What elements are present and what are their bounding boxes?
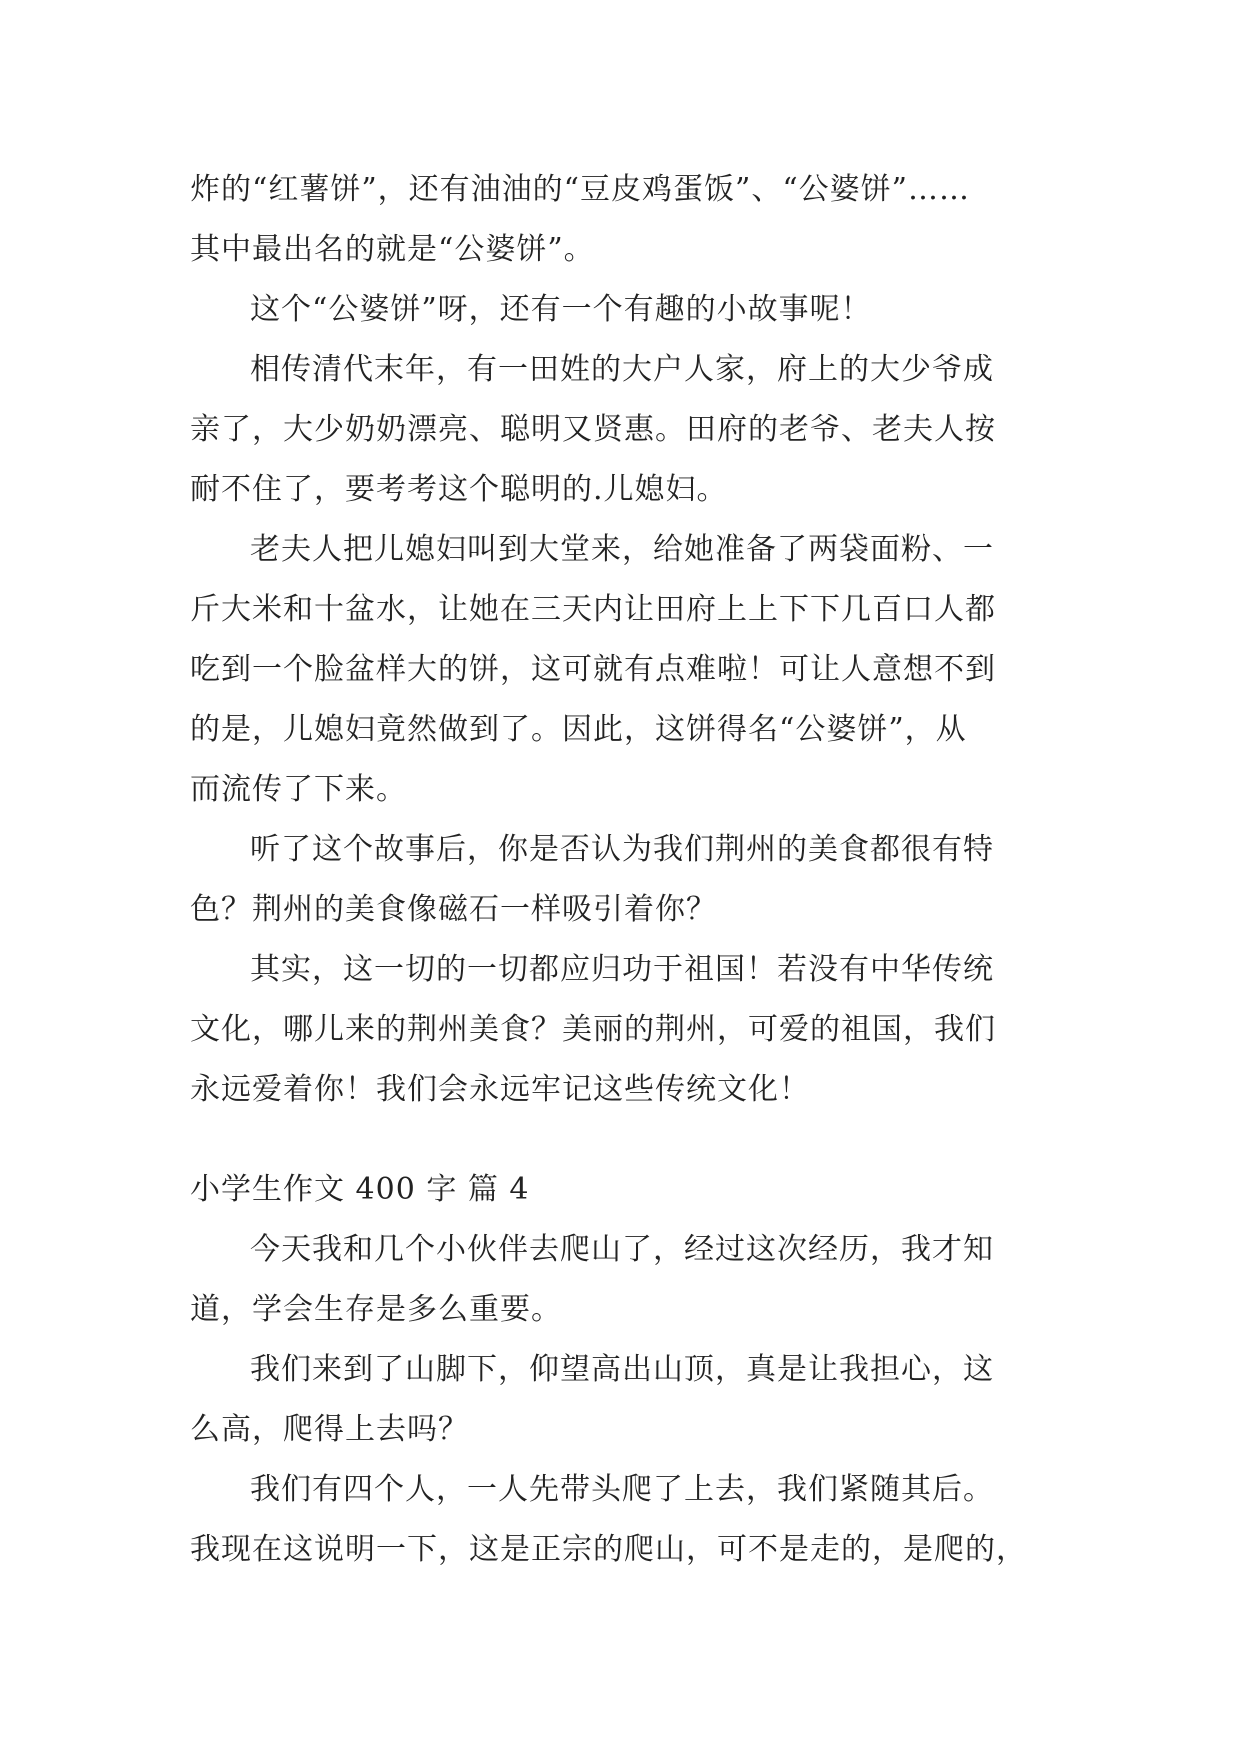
paragraph	[190, 520, 1060, 820]
section-gap	[190, 1120, 1060, 1160]
paragraph	[190, 1340, 1060, 1460]
text-line: 其中最出名的就是“公婆饼”。	[190, 232, 595, 267]
text-line: 永远爱着你！我们会永远牢记这些传统文化！	[190, 1072, 810, 1107]
text-line: 这个“公婆饼”呀，还有一个有趣的小故事呢！	[250, 292, 872, 327]
text-line: 而流传了下来。	[190, 772, 407, 807]
text-line: 老夫人把儿媳妇叫到大堂来，给她准备了两袋面粉、一	[250, 532, 994, 567]
text-line: 我们有四个人，一人先带头爬了上去，我们紧随其后。	[250, 1472, 994, 1507]
text-line: 其实，这一切的一切都应归功于祖国！若没有中华传统	[250, 952, 994, 987]
paragraph	[190, 340, 1060, 520]
text-line: 相传清代末年，有一田姓的大户人家，府上的大少爷成	[250, 352, 994, 387]
text-line: 斤大米和十盆水，让她在三天内让田府上上下下几百口人都	[190, 592, 996, 627]
text-line: 亲了，大少奶奶漂亮、聪明又贤惠。田府的老爷、老夫人按	[190, 412, 996, 447]
section-heading: 小学生作文 400 字 篇 4	[190, 1172, 530, 1207]
paragraph	[190, 280, 1060, 340]
text-line: 听了这个故事后，你是否认为我们荆州的美食都很有特	[250, 832, 994, 867]
text-line: 我们来到了山脚下，仰望高出山顶，真是让我担心，这	[250, 1352, 994, 1387]
text-line: 么高，爬得上去吗？	[190, 1412, 469, 1447]
text-line: 道，学会生存是多么重要。	[190, 1292, 562, 1327]
text-line: 今天我和几个小伙伴去爬山了，经过这次经历，我才知	[250, 1232, 994, 1267]
text-line: 炸的“红薯饼”，还有油油的“豆皮鸡蛋饭”、“公婆饼”……	[190, 172, 971, 207]
text-line: 耐不住了，要考考这个聪明的.儿媳妇。	[190, 472, 728, 507]
paragraph	[190, 1460, 1060, 1580]
text-line: 的是，儿媳妇竟然做到了。因此，这饼得名“公婆饼”，从	[190, 712, 967, 747]
text-line: 吃到一个脸盆样大的饼，这可就有点难啦！可让人意想不到	[190, 652, 996, 687]
text-line: 文化，哪儿来的荆州美食？美丽的荆州，可爱的祖国，我们	[190, 1012, 996, 1047]
text-line: 我现在这说明一下，这是正宗的爬山，可不是走的，是爬的，	[190, 1532, 1027, 1567]
paragraph	[190, 160, 1060, 280]
paragraph	[190, 1220, 1060, 1340]
paragraph	[190, 940, 1060, 1120]
paragraph	[190, 820, 1060, 940]
text-line: 色？荆州的美食像磁石一样吸引着你？	[190, 892, 717, 927]
document-body	[190, 160, 1060, 1580]
